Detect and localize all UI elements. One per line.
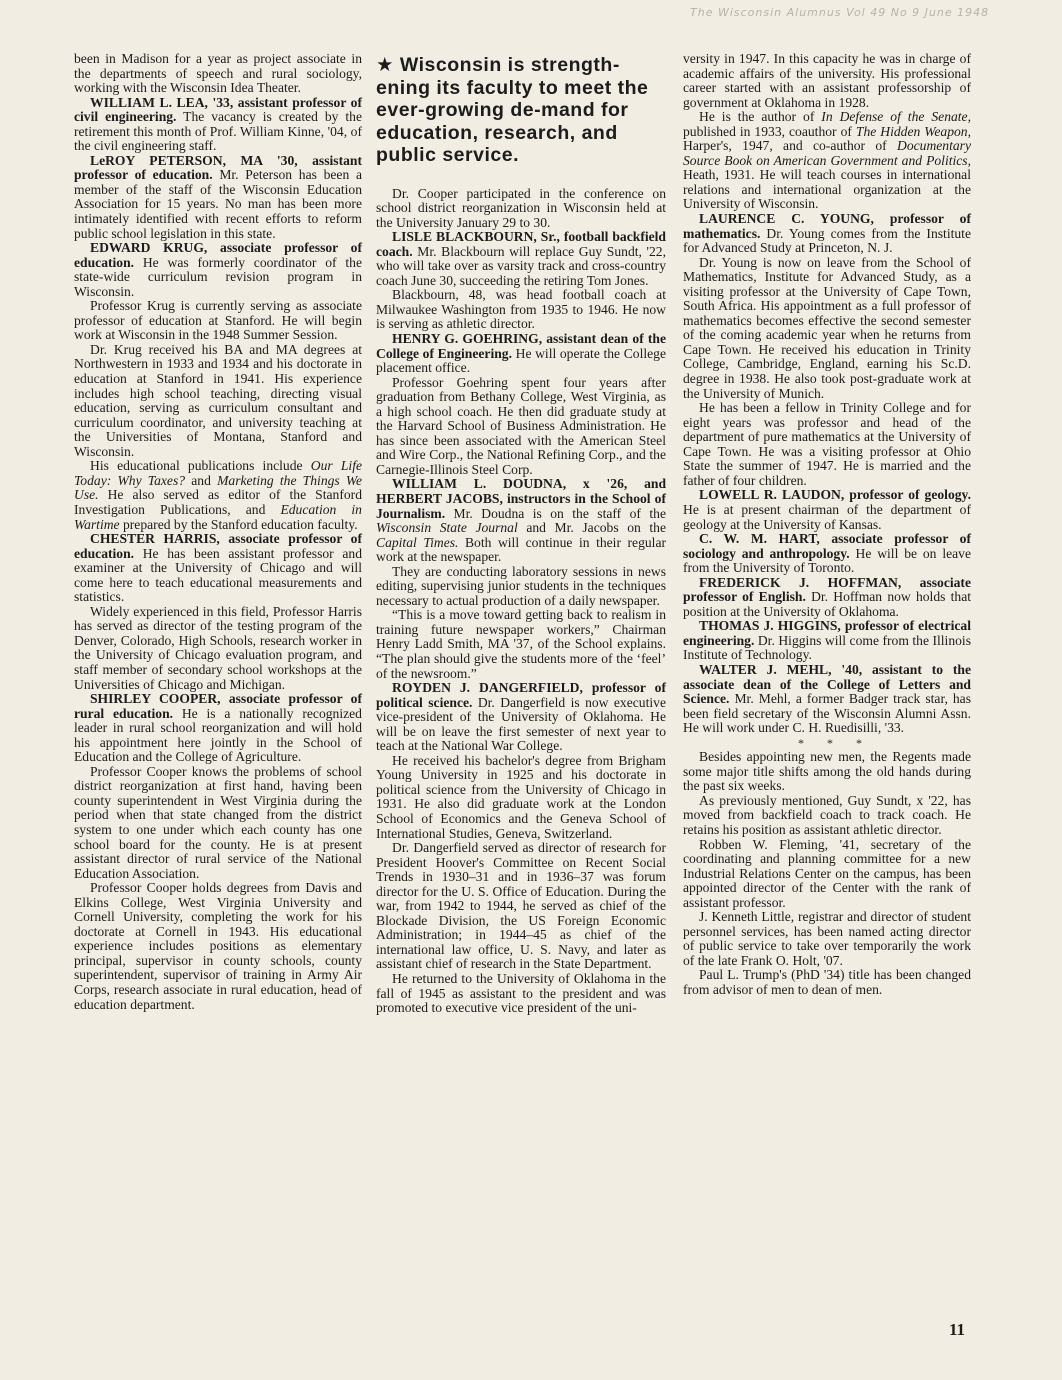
paragraph: Professor Krug is currently serving as associate professor of education at Stanford. He will begin work at Wisconsin in the 1948 Summer Session.: [74, 298, 362, 343]
pull-quote: ★ Wisconsin is strength-ening its faculty to meet the ever-growing de-mand for education, research, and public service.: [376, 54, 649, 166]
entry-mehl: [683, 663, 971, 736]
entry-heading: HENRY G. GOEHRING, assistant dean of the College of Engineering.: [376, 330, 666, 361]
entry-heading: LOWELL R. LAUDON, professor of geology.: [699, 487, 971, 503]
entry-peterson: [74, 154, 362, 241]
paragraph: “This is a move toward getting back to realism in training future newspaper workers,” Chairman Henry Ladd Smith, MA '37, of the School explains. “The plan should give the students more of the ‘feel’ of the newsroom.”: [376, 607, 666, 681]
section-divider: * * *: [798, 735, 872, 750]
entry-heading: WALTER J. MEHL, '40, assistant to the associate dean of the College of Letters and Science.: [683, 661, 971, 707]
entry-body: He will operate the College placement office.: [376, 345, 666, 376]
column-left: [74, 52, 362, 1012]
text-run: He also served as editor of the Stanford Investigation Publications, and: [74, 487, 362, 517]
entry-body: He has been assistant professor and examiner at the University of Chicago and will come here to teach educational measurements and statistics.: [74, 545, 362, 605]
entry-body: He will be on leave from the University of Toronto.: [683, 545, 971, 576]
entry-body: Mr. Blackbourn will replace Guy Sundt, '22, who will take over as varsity track and cross-country coach June 30, succeeding the retiring Tom Jones.: [376, 243, 666, 288]
entry-heading: EDWARD KRUG, associate professor of education.: [74, 240, 362, 270]
entry-heading: C. W. M. HART, associate professor of sociology and anthropology.: [683, 531, 971, 561]
entry-body: Mr. Mehl, a former Badger track star, has been field secretary of the Wisconsin Alumni Assn. He will work under C. H. Ruedisilli, '33.: [683, 691, 971, 736]
entry-blackbourn: [376, 230, 666, 288]
book-title: In Defense of the Senate,: [821, 109, 971, 125]
entry-body: Dr. Higgins will come from the Illinois Institute of Technology.: [683, 632, 971, 663]
entry-heading: LAURENCE C. YOUNG, professor of mathematics.: [683, 211, 971, 241]
column-middle: [376, 52, 666, 1016]
text-run: Harper's, 1947, and co-author of: [683, 138, 897, 154]
text-run: and: [185, 472, 218, 488]
paragraph: Besides appointing new men, the Regents made some major title shifts among the old hands during the past six weeks.: [683, 749, 971, 794]
entry-heading: LISLE BLACKBOURN, Sr., football backfield coach.: [376, 229, 666, 259]
book-title: Documentary Source Book on American Government and Politics,: [683, 138, 971, 168]
paragraph: He has been a fellow in Trinity College and for eight years was professor and head of the department of pure mathematics at the University of Cape Town. He was a visiting professor at Ohio State the summer of 1947. He is married and the father of four children.: [683, 400, 971, 488]
entry-body: He was formerly coordinator of the state-wide curriculum revision program in Wisconsin.: [74, 254, 362, 299]
pencil-annotation: The Wisconsin Alumnus Vol 49 No 9 June 1948: [690, 6, 990, 19]
entry-higgins: [683, 619, 971, 663]
paragraph: Professor Cooper holds degrees from Davis and Elkins College, West Virginia University and Cornell University, completing the work for his doctorate at Cornell in 1943. His educational experience includes positions as elementary principal, supervisor in county schools, county superintendent, supervisor of training in Army Air Corps, research associate in rural education, head of education department.: [74, 880, 362, 1012]
entry-young: [683, 212, 971, 256]
text-run: published in 1933, coauthor of: [683, 123, 856, 139]
paragraph: Paul L. Trump's (PhD '34) title has been changed from advisor of men to dean of men.: [683, 967, 971, 997]
entry-body: He is at present chairman of the department of geology at the University of Kansas.: [683, 501, 971, 532]
paragraph: Professor Goehring spent four years after graduation from Bethany College, West Virginia, as a high school coach. He then did graduate study at the Harvard School of Business Administration. He has since been associated with the American Steel and Wire Corp., the National Refining Corp., and the Carnegie-Illinois Steel Corp.: [376, 374, 666, 477]
text-run: prepared by the Stanford education faculty.: [119, 516, 358, 532]
paragraph: [74, 459, 362, 532]
paragraph: versity in 1947. In this capacity he was in charge of academic affairs of the university. His professional career started with an assistant professorship of government at Oklahoma in 1928.: [683, 51, 971, 110]
entry-body: The vacancy is created by the retirement this month of Prof. William Kinne, '04, of the civil engineering staff.: [74, 109, 363, 154]
entry-body: Dr. Hoffman now holds that position at the University of Oklahoma.: [683, 589, 972, 619]
entry-heading: LeROY PETERSON, MA '30, assistant professor of education.: [74, 152, 362, 183]
entry-heading: ROYDEN J. DANGERFIELD, professor of political science.: [376, 680, 666, 710]
paragraph: Robben W. Fleming, '41, secretary of the coordinating and planning committee for a new Industrial Relations Center on the campus, has been appointed director of the Center with the rank of assistant professor.: [683, 836, 971, 910]
entry-harris: [74, 532, 362, 605]
entry-goehring: [376, 332, 666, 376]
entry-dangerfield: [376, 681, 666, 754]
newspaper-title: Capital Times.: [376, 534, 459, 550]
paragraph: As previously mentioned, Guy Sundt, x '22, has moved from backfield coach to track coach. He retains his position as assistant athletic director.: [683, 792, 971, 837]
paragraph: Widely experienced in this field, Professor Harris has served as director of the testing program of the Denver, Colorado, High Schools, research worker in the University of Chicago evaluation program, and staff member of secondary school workshops at the Universities of Chicago and Michigan.: [74, 603, 362, 692]
column-right: [683, 52, 971, 998]
entry-lea: [74, 96, 362, 154]
text-run: Both will continue in their regular work at the newspaper.: [376, 534, 667, 565]
entry-body: Mr. Peterson has been a member of the staff of the Wisconsin Education Association for 15 years. No man has been more intimately identified with recent efforts to reform public school legislation in this state.: [74, 167, 362, 241]
paragraph: Blackbourn, 48, was head football coach at Milwaukee Washington from 1935 to 1946. He now is serving as athletic director.: [376, 287, 666, 332]
entry-heading: THOMAS J. HIGGINS, professor of electrical engineering.: [683, 618, 971, 648]
entry-heading: WILLIAM L. LEA, '33, assistant professor of civil engineering.: [74, 94, 362, 125]
paragraph: He received his bachelor's degree from Brigham Young University in 1925 and his doctorate in political science from the University of Chicago in 1931. He also did graduate work at the London School of Economics and the Geneva School of International Studies, Geneva, Switzerland.: [376, 752, 666, 841]
entry-laudon: [683, 488, 971, 532]
paragraph: Dr. Cooper participated in the conference on school district reorganization in Wisconsin held at the University January 29 to 30.: [376, 185, 666, 230]
paragraph: Professor Cooper knows the problems of school district reorganization at first hand, having been county superintendent in West Virginia during the period when that state changed from the district system to one under which each county has one school board for the county. He is at present assistant director of rural service of the National Education Association.: [74, 763, 362, 881]
entry-heading: WILLIAM L. DOUDNA, x '26, and HERBERT JACOBS, instructors in the School of Journalism.: [376, 476, 666, 521]
entry-body: Dr. Dangerfield is now executive vice-president of the University of Oklahoma. He will be on leave the first semester of next year to teach at the National War College.: [376, 694, 666, 754]
entry-body: Dr. Young comes from the Institute for Advanced Study at Princeton, N. J.: [683, 225, 971, 256]
paragraph: Dr. Dangerfield served as director of research for President Hoover's Committee on Recent Social Trends in 1930–31 and in 1936–37 was forum director for the U. S. Office of Education. During the war, from 1942 to 1944, he served as chief of the Blockade Division, the US Foreign Economic Administration; in 1944–45 as chief of the international law office, U. S. Navy, and later as assistant chief of research in the State Department.: [376, 840, 666, 972]
paragraph: Dr. Young is now on leave from the School of Mathematics, Institute for Advanced Study, as a visiting professor at the University of Cape Town, South Africa. His appointment as a full professor of mathematics becomes effective the second semester of the coming academic year when he returns from Cape Town. He received his education in Trinity College, Cambridge, England, earning his Sc.D. degree in 1938. He also took post-graduate work at the University of Munich.: [683, 254, 971, 401]
paragraph: Dr. Krug received his BA and MA degrees at Northwestern in 1933 and 1934 and his doctorate in education at Stanford in 1941. His experience includes high school teaching, directing visual education, serving as curriculum consultant and curriculum coordinator, and university teaching at the Universities of Montana, Stanford and Wisconsin.: [74, 341, 362, 459]
entry-hoffman: [683, 576, 971, 620]
text-run: His educational publications include: [90, 458, 311, 474]
text-run: Mr. Doudna is on the staff of the: [445, 505, 666, 521]
entry-heading: CHESTER HARRIS, associate professor of education.: [74, 531, 362, 561]
entry-doudna-jacobs: [376, 477, 666, 564]
entry-cooper: [74, 692, 362, 765]
entry-heading: SHIRLEY COOPER, associate professor of rural education.: [74, 691, 362, 721]
paragraph: They are conducting laboratory sessions in news editing, supervising junior students in the techniques necessary to actual production of a daily newspaper.: [376, 563, 666, 608]
book-title: The Hidden Weapon,: [855, 123, 971, 139]
entry-krug: [74, 241, 362, 299]
entry-body: He is a nationally recognized leader in rural school reorganization and will hold his appointment here jointly in the School of Education and the College of Agriculture.: [74, 705, 362, 765]
paragraph: [683, 110, 971, 212]
text-run: He is the author of: [699, 109, 822, 125]
page-number: 11: [949, 1320, 966, 1339]
paragraph: been in Madison for a year as project associate in the departments of speech and rural sociology, working with the Wisconsin Idea Theater.: [74, 51, 362, 96]
book-title: Marketing the Things We Use.: [74, 472, 362, 503]
newspaper-title: Wisconsin State Journal: [376, 520, 518, 536]
entry-heading: FREDERICK J. HOFFMAN, associate professor of English.: [683, 574, 971, 605]
text-run: Heath, 1931. He will teach courses in international relations and international organization at the University of Wisconsin.: [683, 167, 971, 212]
entry-hart: [683, 532, 971, 576]
paragraph: J. Kenneth Little, registrar and director of student personnel services, has been named acting director of public service to take over temporarily the work of the late Frank O. Holt, '07.: [683, 909, 971, 968]
paragraph: He returned to the University of Oklahoma in the fall of 1945 as assistant to the president and was promoted to executive vice president of the uni-: [376, 971, 666, 1016]
text-run: and Mr. Jacobs on the: [517, 520, 666, 536]
book-title: Our Life Today: Why Taxes?: [74, 458, 363, 488]
book-title: Education in Wartime: [74, 501, 362, 532]
